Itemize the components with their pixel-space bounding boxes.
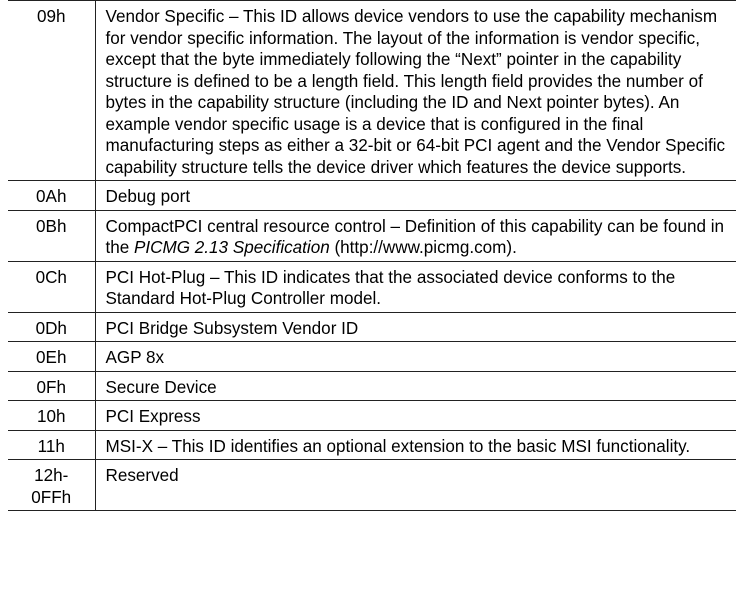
- range-end: 0FFh: [31, 487, 72, 507]
- capability-id: 0Eh: [8, 342, 95, 372]
- capability-id-table: [8, 0, 736, 511]
- table-row: [8, 342, 736, 372]
- capability-description: Secure Device: [95, 371, 736, 401]
- capability-id-range: [8, 460, 95, 511]
- table-row: [8, 261, 736, 312]
- specification-title: PICMG 2.13 Specification: [134, 238, 330, 257]
- table-row: [8, 181, 736, 211]
- capability-description: PCI Bridge Subsystem Vendor ID: [95, 312, 736, 342]
- table-row: [8, 430, 736, 460]
- capability-description: PCI Hot-Plug – This ID indicates that the associated device conforms to the Standard Hot-Plug Controller model.: [95, 261, 736, 312]
- table-row: [8, 401, 736, 431]
- capability-id: 09h: [8, 1, 95, 181]
- capability-description: Debug port: [95, 181, 736, 211]
- capability-id: 10h: [8, 401, 95, 431]
- capability-description: MSI-X – This ID identifies an optional extension to the basic MSI functionality.: [95, 430, 736, 460]
- table-row: [8, 312, 736, 342]
- capability-id: 0Ah: [8, 181, 95, 211]
- capability-id: 0Ch: [8, 261, 95, 312]
- capability-description: PCI Express: [95, 401, 736, 431]
- capability-id: 0Fh: [8, 371, 95, 401]
- capability-description: AGP 8x: [95, 342, 736, 372]
- capability-description: Reserved: [95, 460, 736, 511]
- table-row: [8, 460, 736, 511]
- description-text: (http://www.picmg.com).: [329, 238, 517, 257]
- range-start: 12h-: [34, 466, 69, 485]
- capability-description: [95, 210, 736, 261]
- table-row: [8, 210, 736, 261]
- capability-id: 11h: [8, 430, 95, 460]
- capability-id: 0Bh: [8, 210, 95, 261]
- capability-description: Vendor Specific – This ID allows device vendors to use the capability mechanism for vendor specific information. The layout of the information is vendor specific, except that the byte immediately following the “Next” pointer in the capability structure is defined to be a length field. This length field provides the number of bytes in the capability structure (including the ID and Next pointer bytes). An example vendor specific usage is a device that is configured in the final manufacturing steps as either a 32-bit or 64-bit PCI agent and the Vendor Specific capability structure tells the device driver which features the device supports.: [95, 1, 736, 181]
- table-row: [8, 1, 736, 181]
- capability-id: 0Dh: [8, 312, 95, 342]
- description-text: CompactPCI central resource control – Definition of this capability can be found in the: [105, 216, 725, 257]
- table-row: [8, 371, 736, 401]
